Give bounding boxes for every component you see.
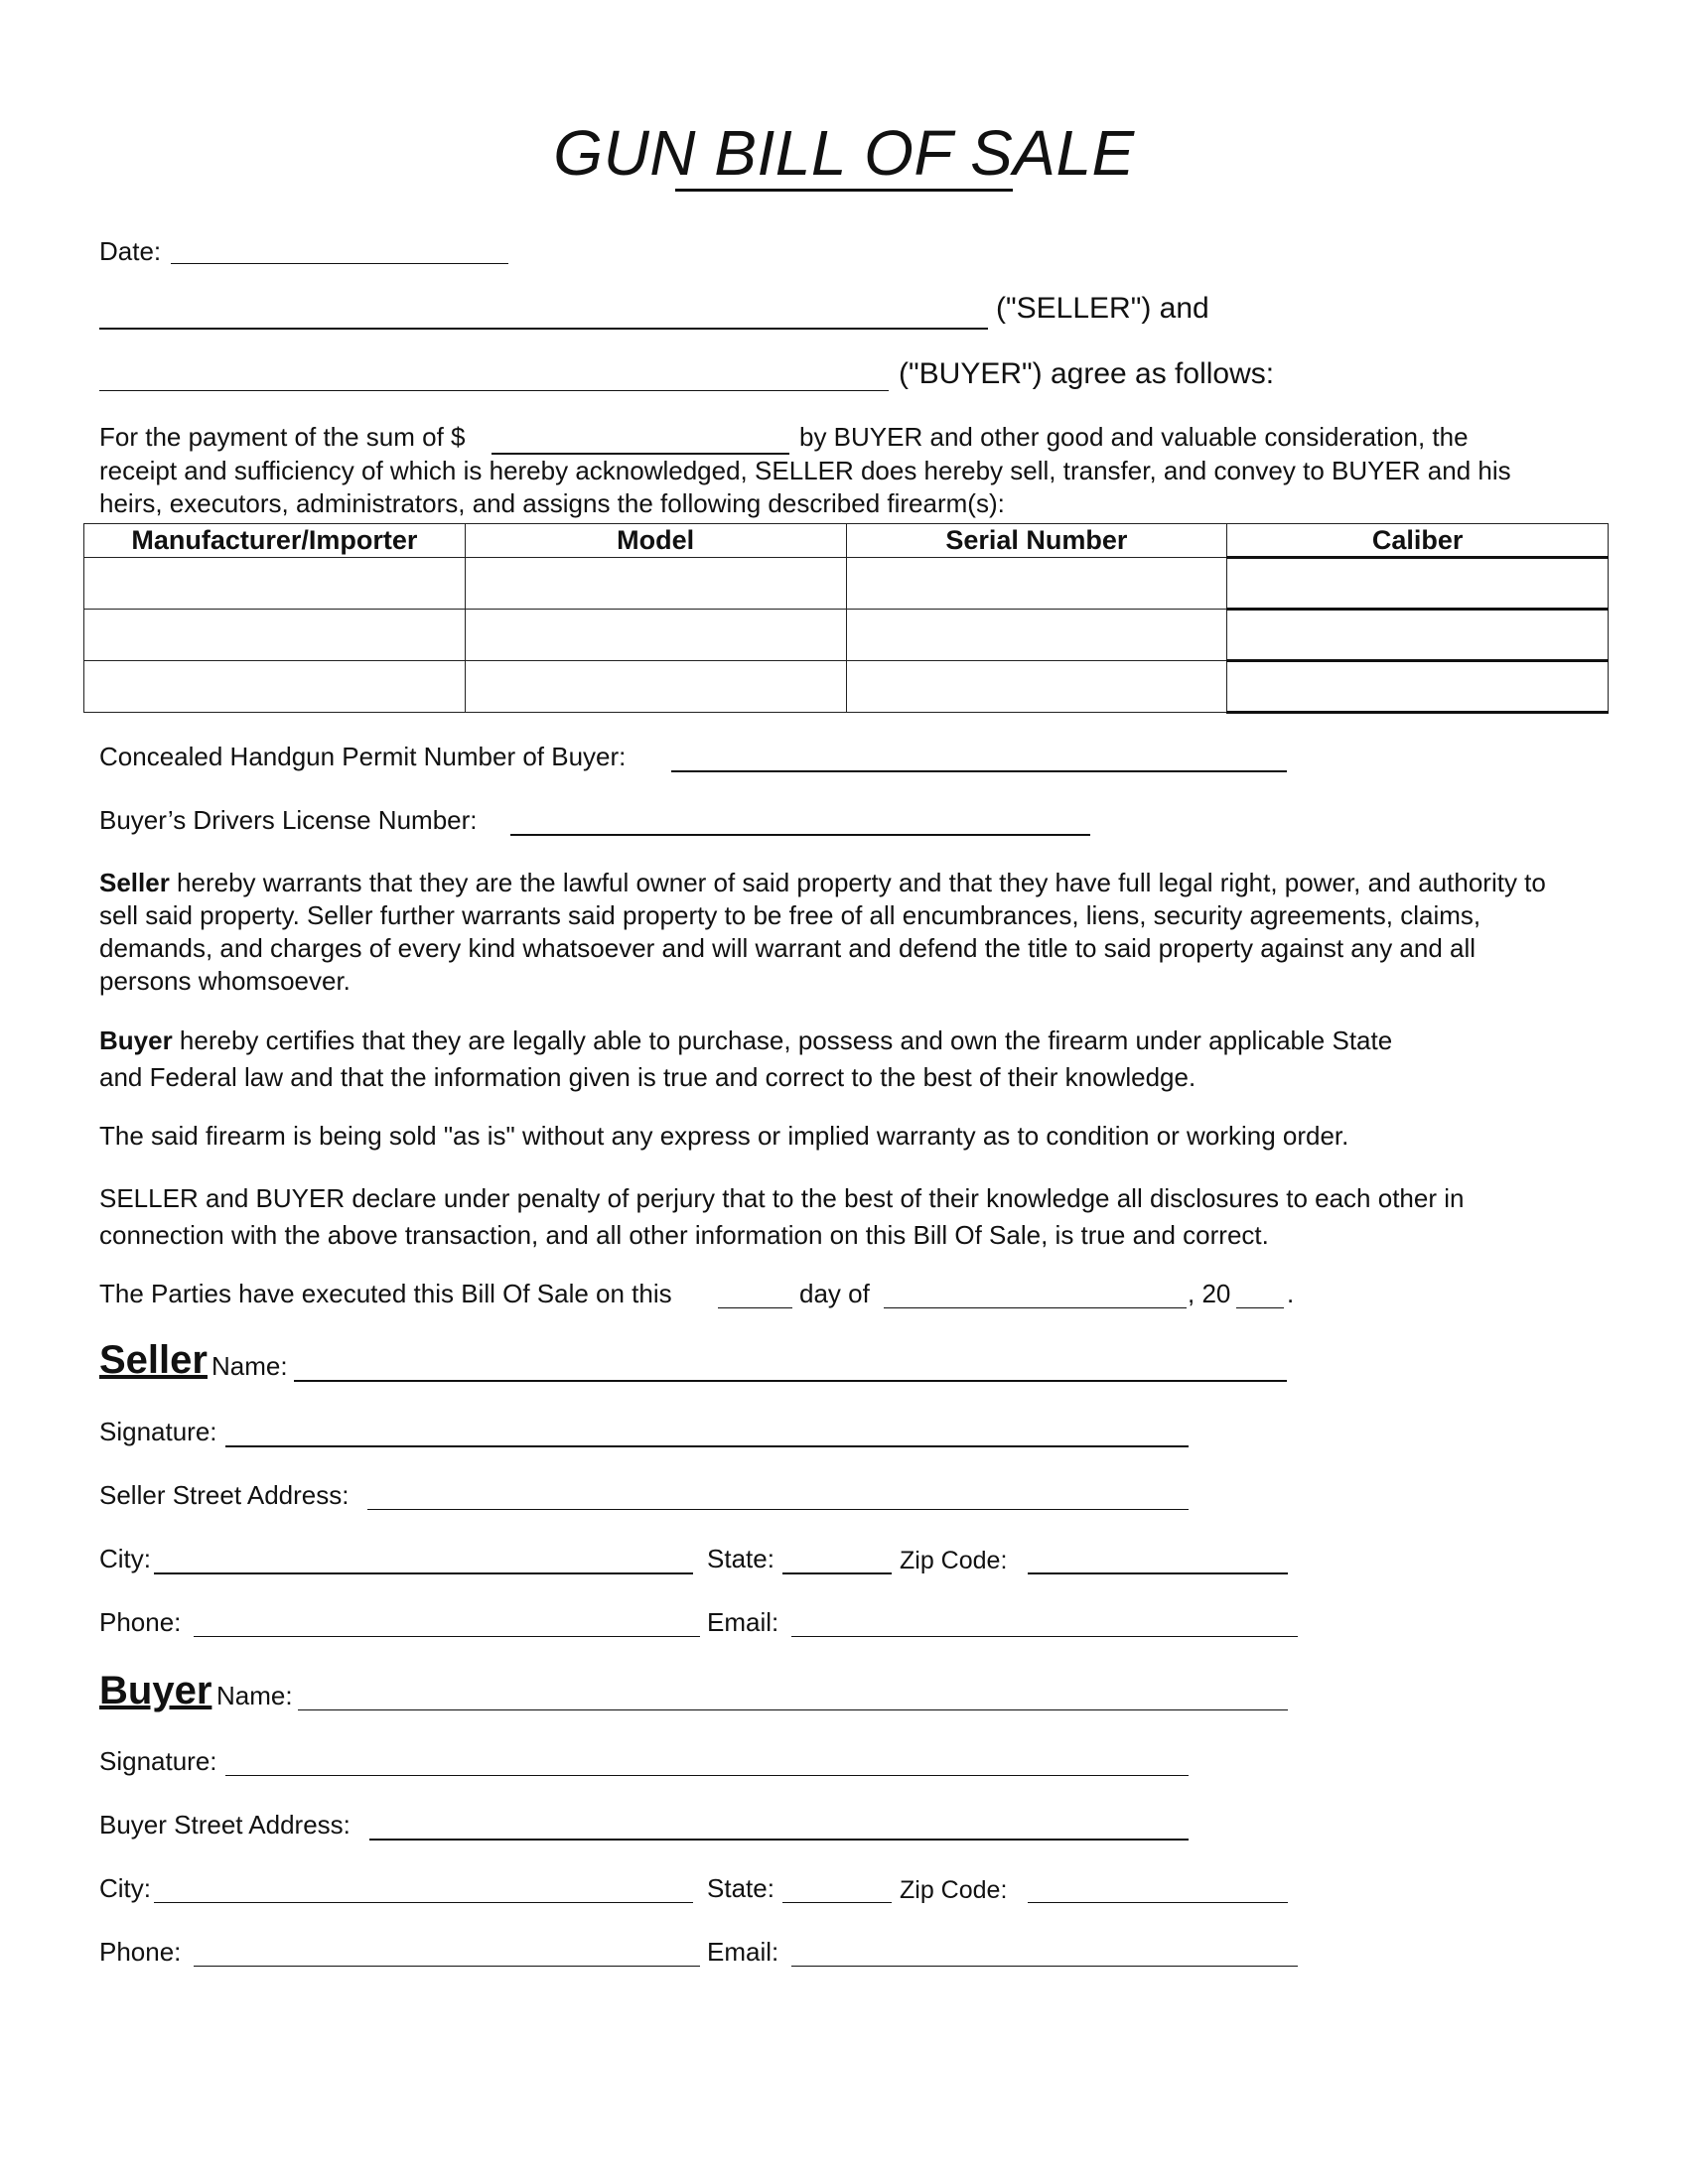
seller-state-label: State:	[707, 1544, 774, 1573]
serial-cell[interactable]	[846, 661, 1227, 713]
permit-label: Concealed Handgun Permit Number of Buyer:	[99, 742, 627, 771]
firearm-table	[83, 523, 1609, 714]
date-label: Date:	[99, 236, 162, 266]
serial-cell[interactable]	[846, 610, 1227, 661]
table-row	[84, 661, 1609, 713]
buyer-cert-line2: and Federal law and that the information given is true and correct to the best of their knowledge.	[99, 1062, 1196, 1092]
table-row	[84, 558, 1609, 610]
seller-city-label: City:	[99, 1544, 151, 1573]
buyer-heading: Buyer	[99, 1669, 212, 1712]
buyer-email-label: Email:	[707, 1937, 779, 1967]
seller-warranty-text: hereby warrants that they are the lawful owner of said property and that they have full legal right, power, and authority to sell said property. Seller further warrants said property to be free of all encumbrances, liens, security agreements, claims, demands, and charges of every kind whatsoever and will warrant and defend the title to said property against any and all persons whomsoever.	[99, 868, 1546, 996]
buyer-signature-label: Signature:	[99, 1746, 217, 1776]
buyer-city-field[interactable]	[154, 1902, 693, 1903]
seller-warranty	[99, 867, 1549, 998]
caliber-cell[interactable]	[1227, 610, 1609, 661]
buyer-signature-field[interactable]	[225, 1775, 1189, 1776]
table-row	[84, 610, 1609, 661]
payment-prefix: For the payment of the sum of $	[99, 422, 466, 452]
seller-party-label: ("SELLER") and	[996, 292, 1209, 325]
seller-email-label: Email:	[707, 1607, 779, 1637]
payment-rest: receipt and sufficiency of which is hereby acknowledged, SELLER does hereby sell, transfer, and convey to BUYER and his heirs, executors, administrators, and assigns the following described firearm(s):	[99, 456, 1511, 518]
as-is-statement: The said firearm is being sold "as is" without any express or implied warranty as to condition or working order.	[99, 1121, 1349, 1151]
header-caliber: Caliber	[1227, 524, 1609, 558]
header-model: Model	[465, 524, 846, 558]
executed-day-field[interactable]	[718, 1307, 792, 1308]
buyer-cert-text: hereby certifies that they are legally able to purchase, possess and own the firearm under applicable State	[172, 1025, 1393, 1055]
buyer-cert-line1	[99, 1025, 1392, 1055]
buyer-address-field[interactable]	[369, 1839, 1189, 1841]
seller-party-field[interactable]	[99, 328, 988, 330]
seller-name-label: Name:	[211, 1351, 288, 1381]
seller-signature-field[interactable]	[225, 1445, 1189, 1447]
buyer-email-field[interactable]	[791, 1966, 1298, 1967]
seller-city-field[interactable]	[154, 1572, 693, 1574]
buyer-party-label: ("BUYER") agree as follows:	[899, 357, 1275, 390]
executed-year-field[interactable]	[1236, 1307, 1284, 1308]
seller-name-field[interactable]	[294, 1380, 1287, 1382]
buyer-state-label: State:	[707, 1873, 774, 1903]
caliber-cell[interactable]	[1227, 661, 1609, 713]
serial-cell[interactable]	[846, 558, 1227, 610]
buyer-name-field[interactable]	[298, 1709, 1288, 1710]
buyer-name-label: Name:	[216, 1681, 293, 1710]
seller-signature-label: Signature:	[99, 1417, 217, 1446]
buyer-phone-field[interactable]	[194, 1966, 700, 1967]
license-field[interactable]	[510, 834, 1090, 836]
seller-zip-field[interactable]	[1028, 1572, 1288, 1574]
license-label: Buyer’s Drivers License Number:	[99, 805, 478, 835]
perjury-line1: SELLER and BUYER declare under penalty of perjury that to the best of their knowledge all disclosures to each other in	[99, 1183, 1465, 1213]
seller-phone-label: Phone:	[99, 1607, 182, 1637]
executed-month-field[interactable]	[884, 1307, 1187, 1308]
payment-suffix: by BUYER and other good and valuable consideration, the	[799, 422, 1469, 452]
seller-heading: Seller	[99, 1338, 208, 1382]
header-manufacturer: Manufacturer/Importer	[84, 524, 466, 558]
seller-address-label: Seller Street Address:	[99, 1480, 350, 1510]
seller-warranty-lead: Seller	[99, 868, 170, 897]
executed-period: .	[1287, 1279, 1295, 1308]
buyer-phone-label: Phone:	[99, 1937, 182, 1967]
page-title: GUN BILL OF SALE	[553, 117, 1135, 189]
buyer-address-label: Buyer Street Address:	[99, 1810, 351, 1840]
manufacturer-cell[interactable]	[84, 558, 466, 610]
header-serial: Serial Number	[846, 524, 1227, 558]
seller-zip-label: Zip Code:	[900, 1547, 1008, 1574]
date-field[interactable]	[171, 263, 508, 264]
model-cell[interactable]	[465, 610, 846, 661]
buyer-zip-field[interactable]	[1028, 1902, 1288, 1903]
buyer-party-field[interactable]	[99, 390, 889, 391]
model-cell[interactable]	[465, 661, 846, 713]
buyer-cert-lead: Buyer	[99, 1025, 173, 1055]
model-cell[interactable]	[465, 558, 846, 610]
title-underline	[675, 189, 1013, 192]
seller-state-field[interactable]	[782, 1572, 892, 1574]
executed-prefix: The Parties have executed this Bill Of Sale on this	[99, 1279, 672, 1308]
caliber-cell[interactable]	[1227, 558, 1609, 610]
manufacturer-cell[interactable]	[84, 661, 466, 713]
buyer-state-field[interactable]	[782, 1902, 892, 1903]
buyer-city-label: City:	[99, 1873, 151, 1903]
permit-field[interactable]	[671, 770, 1287, 772]
seller-phone-field[interactable]	[194, 1636, 700, 1637]
buyer-zip-label: Zip Code:	[900, 1876, 1008, 1904]
seller-address-field[interactable]	[367, 1509, 1189, 1510]
executed-day-of: day of	[799, 1279, 870, 1308]
manufacturer-cell[interactable]	[84, 610, 466, 661]
perjury-line2: connection with the above transaction, and all other information on this Bill Of Sale, is true and correct.	[99, 1220, 1269, 1250]
executed-comma-20: , 20	[1188, 1279, 1231, 1308]
seller-email-field[interactable]	[791, 1636, 1298, 1637]
